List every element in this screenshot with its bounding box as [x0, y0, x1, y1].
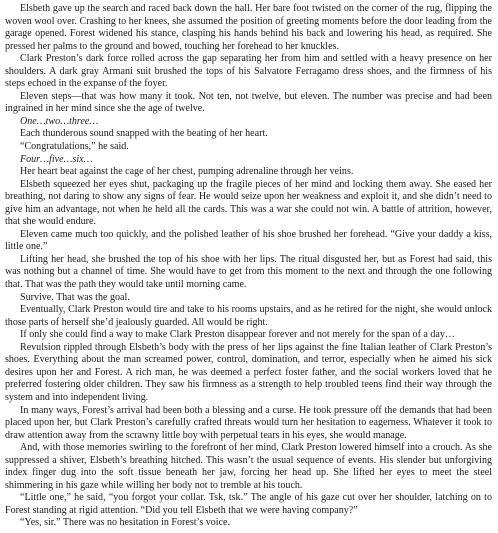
- paragraph: Elsbeth gave up the search and raced back down the hall. Her bare foot twisted on the corner of the rug, flipping the woven wool over. Crashing to her knees, she assumed the position of greeting moments before the door leading from the garage opened. Forest widened his stance, clasping his hands behind his back and lowering his head, as required. She pressed her palms to the ground and bowed, touching her forehead to her knuckles.: [5, 3, 492, 52]
- paragraph: Eleven came much too quickly, and the polished leather of his shoe brushed her forehead. “Give your daddy a kiss, little one.”: [5, 228, 492, 253]
- paragraph: Her heart beat against the cage of her chest, pumping adrenaline through her veins.: [20, 166, 354, 178]
- paragraph: In many ways, Forest’s arrival had been both a blessing and a curse. He took pressure off the demands that had been placed upon her, but Clark Preston’s carefully crafted threats would turn her hesitation to eagerness. Whatever it took to draw attention away from the scrawny little boy with perpetual tears in his eyes, she would manage.: [5, 404, 492, 441]
- paragraph: “Little one,” he said, “you forgot your collar. Tsk, tsk.” The angle of his gaze cut over her shoulder, latching on to Forest standing at rigid attention. “Did you tell Elsbeth that we were having company?”: [5, 492, 492, 516]
- paragraph: Survive. That was the goal.: [20, 291, 130, 303]
- paragraph: Elsbeth squeezed her eyes shut, packaging up the fragile pieces of her mind and locking them away. She eased her breathing, not daring to show any signs of fear. He would seize upon her weakness and exploit it, and she didn’t need to give him an advantage, not when he held all the cards. This was a war she could not win. A battle of attrition, however, that she would endure.: [5, 178, 492, 228]
- paragraph: And, with those memories swirling to the forefront of her mind, Clark Preston lowered himself into a crouch. As she suppressed a shiver, Elsbeth’s breathing hitched. This wasn’t the usual sequence of events. His slender but unforgiving index finger dug into the soft tissue beneath her jaw, forcing her head up. She lifted her eyes to meet the steel shimmering in his gaze while willing her body not to tremble at his touch.: [5, 442, 492, 491]
- paragraph: Eleven steps—that was how many it took. Not ten, not twelve, but eleven. The number was precise and had been ingrained in her mind since she the age of twelve.: [5, 90, 492, 115]
- paragraph: “Yes, sir.” There was no hesitation in Forest’s voice.: [20, 517, 231, 529]
- paragraph: Lifting her head, she brushed the top of his shoe with her lips. The ritual disgusted her, but as Forest had said, this was nothing but a channel of time. She would have to get from this moment to the next and through the one following that. That was the path they would take until morning came.: [5, 253, 492, 291]
- paragraph: Revulsion rippled through Elsbeth’s body with the press of her lips against the fine Italian leather of Clark Preston’s shoes. Everything about the man screamed power, control, domination, and terror, especially when he aimed his sick desires upon her and Forest. A rich man, he was deemed a perfect foster father, and the social workers loved that he preferred fostering older children. They saw his firmness as a strength to help troubled teens find their way through the system and into independent living.: [5, 341, 492, 403]
- paragraph: Each thunderous sound snapped with the beating of her heart.: [20, 128, 268, 140]
- paragraph-italic: Four…five…six…: [20, 153, 93, 165]
- paragraph-italic: One…two…three…: [20, 115, 99, 127]
- paragraph: Clark Preston’s dark force rolled across the gap separating her from him and settled with a heavy presence on her shoulders. A dark gray Armani suit brushed the tops of his Salvatore Ferragamo dress shoes, and the firmness of his steps echoed in the expanse of the foyer.: [5, 53, 492, 90]
- paragraph: Eventually, Clark Preston would tire and take to his rooms upstairs, and as he retired for the night, she would unlock those parts of herself she’d jealously guarded. All would be right.: [5, 304, 492, 328]
- paragraph: If only she could find a way to make Clark Preston disappear forever and not merely for the span of a day…: [20, 329, 455, 341]
- paragraph: “Congratulations,” he said.: [20, 141, 129, 153]
